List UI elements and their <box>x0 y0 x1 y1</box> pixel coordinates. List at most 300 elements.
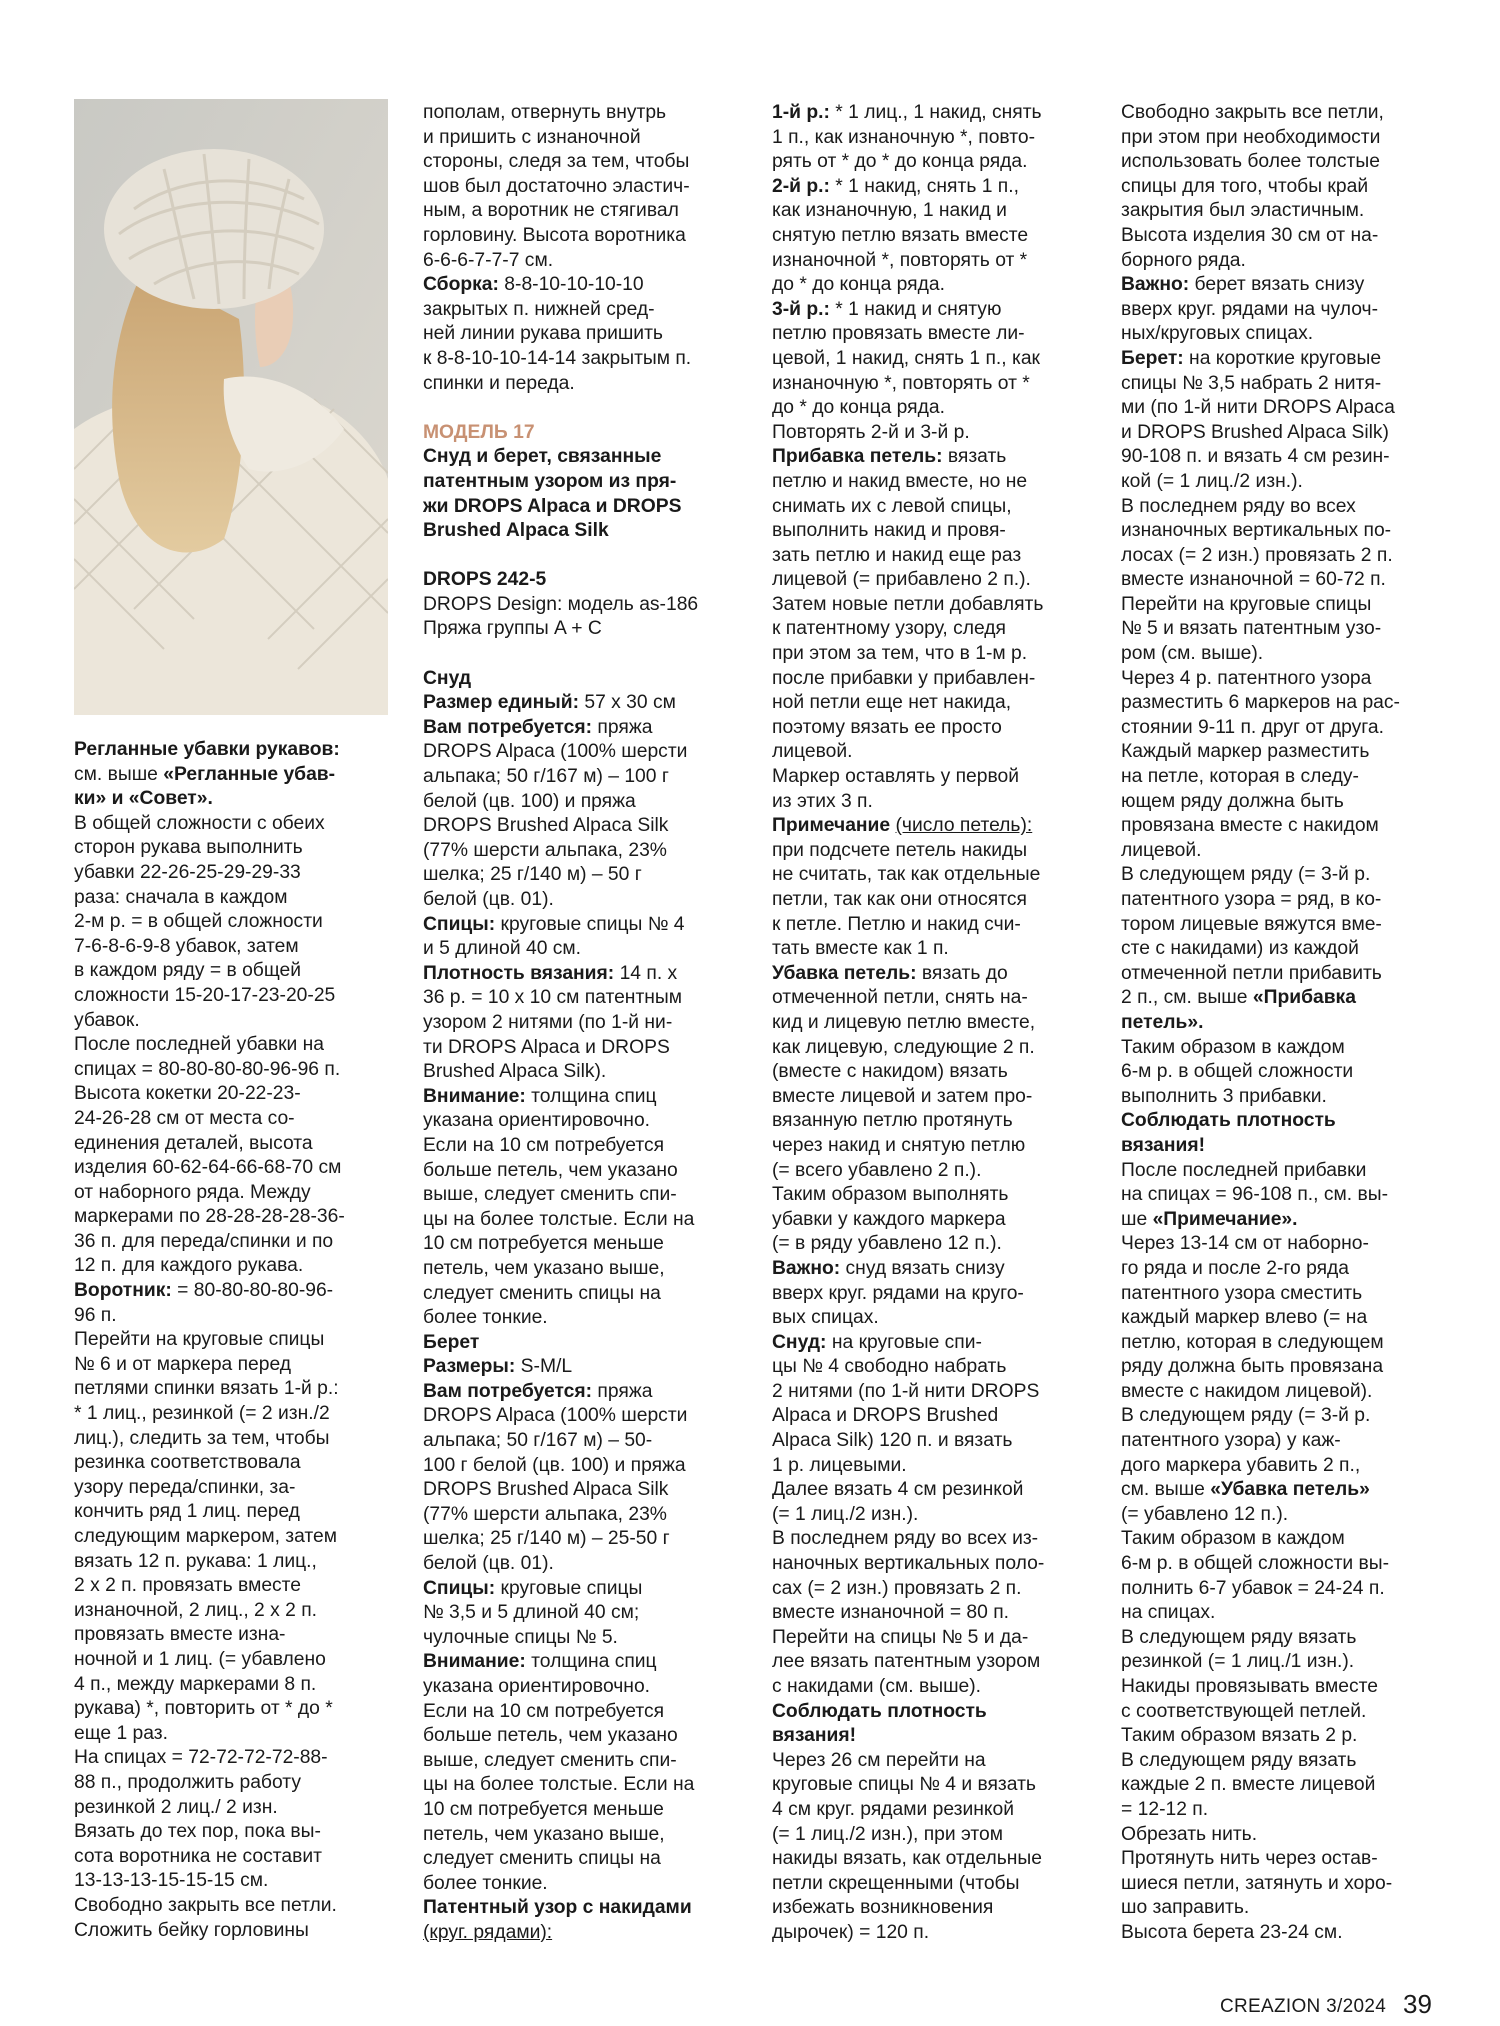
bold-text: Плотность вязания: <box>423 962 615 984</box>
text-run: После последней убавки на <box>74 1034 325 1056</box>
text-line <box>1121 691 1441 716</box>
text-line <box>423 1429 743 1454</box>
text-run: круговые спицы № 4 и вязать <box>772 1774 1036 1796</box>
text-run: Через 26 см перейти на <box>772 1749 986 1771</box>
text-run: петлю провязать вместе ли- <box>772 323 1025 345</box>
text-run: ти DROPS Alpaca и DROPS <box>423 1036 670 1058</box>
text-line <box>423 593 743 618</box>
bold-text: Патентный узор с накидами <box>423 1897 692 1919</box>
text-line <box>74 1230 404 1255</box>
text-line <box>74 1107 404 1132</box>
text-run: (= 1 лиц./2 изн.), при этом <box>772 1823 1004 1845</box>
text-line <box>1121 1282 1441 1307</box>
text-line <box>1121 1183 1441 1208</box>
text-line <box>74 1845 404 1870</box>
text-line <box>423 322 743 347</box>
bold-text: Важно: <box>772 1257 841 1279</box>
text-line <box>1121 1896 1441 1921</box>
text-line <box>423 617 743 642</box>
text-run: Перейти на круговые спицы <box>74 1329 325 1351</box>
text-line <box>423 224 743 249</box>
text-line <box>772 716 1092 741</box>
text-line <box>1121 1232 1441 1257</box>
text-line <box>1121 1700 1441 1725</box>
text-line <box>772 1773 1092 1798</box>
text-line <box>423 1306 743 1331</box>
text-run: 24-26-28 см от места со- <box>74 1107 295 1129</box>
text-line <box>1121 1798 1441 1823</box>
text-run: Таким образом в каждом <box>1121 1528 1345 1550</box>
text-line <box>423 937 743 962</box>
text-run: изнаночной *, повторять от * <box>772 249 1028 271</box>
text-line <box>1121 667 1441 692</box>
text-line <box>1121 1454 1441 1479</box>
text-run: к 8-8-10-10-14-14 закрытым п. <box>423 347 692 369</box>
text-line <box>1121 937 1441 962</box>
text-line <box>772 1896 1092 1921</box>
text-run: Через 4 р. патентного узора <box>1121 667 1372 689</box>
text-run: Каждый маркер разместить <box>1121 741 1370 763</box>
text-line <box>423 273 743 298</box>
text-line <box>423 1626 743 1651</box>
text-run: борного ряда. <box>1121 249 1246 271</box>
bold-text: патентным узором из пря- <box>423 470 677 492</box>
text-run: 8-8-10-10-10-10 <box>498 274 644 296</box>
text-run: при подсчете петель накиды <box>772 839 1028 861</box>
text-run: на спицах. <box>1121 1602 1216 1624</box>
text-run: каждые 2 п. вместе лицевой <box>1121 1774 1376 1796</box>
text-line <box>74 1500 404 1525</box>
text-line <box>423 1036 743 1061</box>
text-line <box>1121 1724 1441 1749</box>
text-line <box>772 372 1092 397</box>
text-line <box>772 1306 1092 1331</box>
text-line <box>423 1011 743 1036</box>
text-line <box>74 1746 404 1771</box>
text-line <box>772 1872 1092 1897</box>
text-line <box>74 1427 404 1452</box>
text-run: DROPS Alpaca (100% шерсти <box>423 741 688 763</box>
text-run: пополам, отвернуть внутрь <box>423 102 667 123</box>
text-line <box>1121 1380 1441 1405</box>
text-run: отмеченной петли прибавить <box>1121 962 1382 984</box>
text-run: ше <box>1121 1208 1153 1230</box>
text-run: стороны, следя за тем, чтобы <box>423 151 690 173</box>
text-run: Накиды провязывать вместе <box>1121 1676 1378 1697</box>
text-run: * 1 накид, снять 1 п., <box>829 175 1019 197</box>
text-line <box>423 1208 743 1233</box>
text-line <box>74 1058 404 1083</box>
text-run: из этих 3 п. <box>772 790 873 812</box>
text-line <box>772 298 1092 323</box>
text-line <box>423 716 743 741</box>
text-run: использовать более толстые <box>1121 151 1380 173</box>
text-run: спинки и переда. <box>423 372 575 394</box>
text-run: В следующем ряду (= 3-й р. <box>1121 864 1371 886</box>
text-run: Маркер оставлять у первой <box>772 766 1020 788</box>
text-column-4 <box>1121 101 1441 1946</box>
text-column-2 <box>423 101 743 1946</box>
text-line <box>772 1650 1092 1675</box>
text-line <box>1121 224 1441 249</box>
text-line <box>423 1872 743 1897</box>
text-line <box>772 1577 1092 1602</box>
text-line <box>74 1919 404 1944</box>
text-run: наночных вертикальных поло- <box>772 1553 1045 1575</box>
text-line <box>1121 986 1441 1011</box>
text-run: вязать до <box>916 962 1008 984</box>
text-run: см. выше <box>1121 1479 1211 1501</box>
text-run: В следующем ряду (= 3-й р. <box>1121 1405 1371 1427</box>
text-line <box>1121 1257 1441 1282</box>
text-run: * 1 лиц., резинкой (= 2 изн./2 <box>74 1403 330 1425</box>
text-run: шелка; 25 г/140 м) – 25-50 г <box>423 1528 670 1550</box>
text-run: выше, следует сменить спи- <box>423 1184 677 1206</box>
text-line <box>423 1675 743 1700</box>
text-line <box>772 839 1092 864</box>
text-line <box>1121 740 1441 765</box>
text-run: Alpaca Silk) 120 п. и вязать <box>772 1430 1013 1452</box>
text-run: шо заправить. <box>1121 1897 1250 1919</box>
bold-text: Воротник: <box>74 1280 172 1302</box>
text-line <box>74 1869 404 1894</box>
text-run: Вязать до тех пор, пока вы- <box>74 1821 321 1843</box>
text-run: № 3,5 и 5 длиной 40 см; <box>423 1602 640 1624</box>
text-line <box>74 1033 404 1058</box>
text-line <box>423 1380 743 1405</box>
text-run: после прибавки у прибавлен- <box>772 667 1036 689</box>
text-line <box>1121 593 1441 618</box>
text-run: После последней прибавки <box>1121 1159 1367 1181</box>
text-line <box>74 763 404 788</box>
text-line <box>423 470 743 495</box>
text-line <box>1121 495 1441 520</box>
text-line <box>74 1254 404 1279</box>
text-line <box>423 175 743 200</box>
text-run: кид и лицевую петлю вместе, <box>772 1011 1036 1033</box>
text-column-3 <box>772 101 1092 1946</box>
text-line <box>423 765 743 790</box>
text-line <box>772 863 1092 888</box>
text-run: 4 см круг. рядами резинкой <box>772 1798 1015 1820</box>
text-line <box>423 691 743 716</box>
text-run: петлю и накид вместе, но не <box>772 470 1028 492</box>
text-run: отмеченной петли, снять на- <box>772 987 1028 1009</box>
text-line <box>74 886 404 911</box>
text-line <box>423 740 743 765</box>
text-run: тором лицевые вяжутся вме- <box>1121 913 1382 935</box>
text-line <box>74 935 404 960</box>
text-line <box>1121 1577 1441 1602</box>
text-run: рять от * до * до конца ряда. <box>772 151 1028 173</box>
text-line <box>772 322 1092 347</box>
text-line <box>1121 617 1441 642</box>
bold-text: Соблюдать плотность <box>1121 1110 1336 1132</box>
text-run: (вместе с накидом) вязать <box>772 1061 1008 1083</box>
text-run: толщина спиц <box>525 1651 657 1673</box>
text-run: ми (по 1-й нити DROPS Alpaca <box>1121 397 1395 419</box>
text-line <box>1121 1872 1441 1897</box>
text-line <box>1121 421 1441 446</box>
text-line <box>74 1771 404 1796</box>
bold-text: жи DROPS Alpaca и DROPS <box>423 495 682 517</box>
text-line <box>772 1823 1092 1848</box>
text-line <box>1121 765 1441 790</box>
text-line <box>772 1060 1092 1085</box>
text-run: ром (см. выше). <box>1121 643 1264 665</box>
text-line <box>1121 888 1441 913</box>
text-line <box>74 1550 404 1575</box>
text-run: лицевой (= прибавлено 2 п.). <box>772 569 1031 591</box>
text-run: спицах = 80-80-80-80-96-96 п. <box>74 1058 341 1080</box>
text-line <box>1121 298 1441 323</box>
text-line <box>74 910 404 935</box>
text-run: в каждом ряду = в общей <box>74 960 301 982</box>
bold-text: ки» и «Совет». <box>74 788 213 810</box>
text-run: закрытых п. нижней сред- <box>423 298 655 320</box>
text-line <box>1121 519 1441 544</box>
text-run: 1 п., как изнаночную *, повто- <box>772 126 1036 148</box>
text-line <box>74 1009 404 1034</box>
text-run: альпака; 50 г/167 м) – 50- <box>423 1430 653 1452</box>
text-column-1 <box>74 738 404 1943</box>
text-line <box>772 495 1092 520</box>
text-run: (= в ряду убавлено 12 п.). <box>772 1233 1002 1255</box>
bold-text: «Регланные убав- <box>163 763 336 785</box>
text-line <box>423 986 743 1011</box>
text-run: вверх круг. рядами на чулоч- <box>1121 298 1378 320</box>
text-line <box>74 836 404 861</box>
bold-text: Сборка: <box>423 274 499 296</box>
text-run: патентного узора) у каж- <box>1121 1430 1341 1452</box>
text-run: изнаночной, 2 лиц., 2 х 2 п. <box>74 1599 318 1621</box>
text-run: DROPS Brushed Alpaca Silk <box>423 1479 669 1501</box>
text-line <box>772 347 1092 372</box>
text-line <box>423 101 743 126</box>
text-line <box>772 1429 1092 1454</box>
text-run: шиеся петли, затянуть и хоро- <box>1121 1872 1393 1894</box>
text-line <box>1121 372 1441 397</box>
text-run: (= убавлено 12 п.). <box>1121 1503 1289 1525</box>
text-line <box>423 199 743 224</box>
bold-text: Размеры: <box>423 1356 516 1378</box>
text-run: Далее вязать 4 см резинкой <box>772 1479 1024 1501</box>
text-run: убавки 22-26-25-29-29-33 <box>74 861 301 883</box>
text-line <box>1121 396 1441 421</box>
text-run: более тонкие. <box>423 1307 548 1329</box>
text-line <box>423 1355 743 1380</box>
text-run: дырочек) = 120 п. <box>772 1921 930 1943</box>
text-run: вместе лицевой и затем про- <box>772 1085 1033 1107</box>
bold-text: Снуд и берет, связанные <box>423 446 662 468</box>
text-line <box>1121 1552 1441 1577</box>
text-run: петлями спинки вязать 1-й р.: <box>74 1378 339 1400</box>
text-line <box>1121 790 1441 815</box>
text-line <box>74 984 404 1009</box>
text-line <box>772 1109 1092 1134</box>
text-line <box>1121 445 1441 470</box>
text-line <box>772 1134 1092 1159</box>
text-line <box>423 421 743 446</box>
text-line <box>772 421 1092 446</box>
bold-text: Вам потребуется: <box>423 716 593 738</box>
text-run: В следующем ряду вязать <box>1121 1626 1357 1648</box>
text-line <box>423 1134 743 1159</box>
text-line <box>772 1478 1092 1503</box>
text-line <box>74 1697 404 1722</box>
text-run: больше петель, чем указано <box>423 1725 678 1747</box>
text-run: выполнить 3 прибавки. <box>1121 1085 1327 1107</box>
text-line <box>423 298 743 323</box>
text-run: ряду должна быть провязана <box>1121 1356 1384 1378</box>
bold-text: Спицы: <box>423 1577 496 1599</box>
text-line <box>423 667 743 692</box>
text-run: с накидами (см. выше). <box>772 1676 982 1697</box>
text-run: 2 х 2 п. провязать вместе <box>74 1575 302 1597</box>
text-line <box>772 1847 1092 1872</box>
bold-text: «Прибавка <box>1252 987 1356 1009</box>
text-run: Перейти на круговые спицы <box>1121 593 1372 615</box>
text-line <box>423 544 743 569</box>
text-run: полнить 6-7 убавок = 24-24 п. <box>1121 1577 1385 1599</box>
text-run: Таким образом выполнять <box>772 1184 1009 1206</box>
text-line <box>1121 1527 1441 1552</box>
text-run: вых спицах. <box>772 1307 879 1329</box>
text-run: (круг. рядами): <box>423 1921 553 1943</box>
text-run: Обрезать нить. <box>1121 1823 1258 1845</box>
text-run: на круговые спи- <box>826 1331 982 1353</box>
text-line <box>74 1648 404 1673</box>
text-line <box>772 101 1092 126</box>
text-line <box>1121 1650 1441 1675</box>
text-line <box>1121 1823 1441 1848</box>
text-run: пряжа <box>592 716 653 738</box>
text-run: В последнем ряду во всех из- <box>772 1528 1039 1550</box>
text-run: 10 см потребуется меньше <box>423 1798 664 1820</box>
text-line <box>423 1577 743 1602</box>
text-run: изнаночных вертикальных по- <box>1121 520 1392 542</box>
text-run: Пряжа группы A + C <box>423 618 602 640</box>
text-line <box>772 888 1092 913</box>
text-run: больше петель, чем указано <box>423 1159 678 1181</box>
text-line <box>772 224 1092 249</box>
bold-text: Соблюдать плотность <box>772 1700 987 1722</box>
bold-text: Вам потребуется: <box>423 1380 593 1402</box>
text-line <box>423 150 743 175</box>
text-line <box>1121 1675 1441 1700</box>
text-run: сота воротника не составит <box>74 1845 322 1867</box>
text-run: ной петли еще нет накида, <box>772 692 1012 714</box>
text-run: 12 п. для каждого рукава. <box>74 1255 304 1277</box>
text-run: Высота кокетки 20-22-23- <box>74 1083 301 1105</box>
text-line <box>1121 322 1441 347</box>
text-line <box>423 1823 743 1848</box>
text-line <box>772 1257 1092 1282</box>
text-run: вместе изнаночной = 80 п. <box>772 1602 1010 1624</box>
text-line <box>74 1181 404 1206</box>
text-run: круговые спицы <box>495 1577 643 1599</box>
text-line <box>74 1623 404 1648</box>
text-run: на спицах = 96-108 п., см. вы- <box>1121 1184 1389 1206</box>
text-run: В следующем ряду вязать <box>1121 1749 1357 1771</box>
text-line <box>423 962 743 987</box>
text-line <box>423 1183 743 1208</box>
bold-text: 3-й р.: <box>772 298 830 320</box>
text-run: Затем новые петли добавлять <box>772 593 1044 615</box>
text-run: лицевой. <box>1121 839 1202 861</box>
text-line <box>1121 150 1441 175</box>
text-line <box>772 1700 1092 1725</box>
text-run: спицы для того, чтобы край <box>1121 175 1369 197</box>
text-line <box>423 1454 743 1479</box>
text-line <box>74 1722 404 1747</box>
text-run: № 5 и вязать патентным узо- <box>1121 618 1382 640</box>
text-run: зать петлю и накид еще раз <box>772 544 1022 566</box>
text-run: 13-13-13-15-15-15 см. <box>74 1870 269 1892</box>
text-line <box>74 1796 404 1821</box>
text-line <box>772 150 1092 175</box>
text-line <box>772 1675 1092 1700</box>
text-run: сах (= 2 изн.) провязать 2 п. <box>772 1577 1022 1599</box>
text-run: Сложить бейку горловины <box>74 1919 309 1941</box>
text-line <box>772 617 1092 642</box>
text-run: 6-м р. в общей сложности <box>1121 1061 1354 1083</box>
bold-text: Прибавка петель: <box>772 446 943 468</box>
text-line <box>423 1060 743 1085</box>
text-line <box>74 1353 404 1378</box>
text-run: до * до конца ряда. <box>772 274 945 296</box>
text-line <box>423 913 743 938</box>
text-run: 1 р. лицевыми. <box>772 1454 907 1476</box>
text-line <box>772 790 1092 815</box>
text-run: 6-6-6-7-7-7 см. <box>423 249 554 271</box>
text-run: белой (цв. 01). <box>423 889 554 910</box>
text-run: убавки у каждого маркера <box>772 1208 1006 1230</box>
text-run: Alpaca и DROPS Brushed <box>772 1405 999 1427</box>
text-run: альпака; 50 г/167 м) – 100 г <box>423 766 669 788</box>
text-run: раза: сначала в каждом <box>74 886 288 908</box>
bold-text: Снуд: <box>772 1331 827 1353</box>
text-run: 6-м р. в общей сложности вы- <box>1121 1553 1390 1575</box>
text-line <box>1121 1208 1441 1233</box>
text-line <box>1121 839 1441 864</box>
bold-text: «Примечание». <box>1152 1208 1298 1230</box>
text-run: лосах (= 2 изн.) провязать 2 п. <box>1121 544 1393 566</box>
text-line <box>1121 1159 1441 1184</box>
text-run: узором 2 нитями (по 1-й ни- <box>423 1011 673 1033</box>
text-line <box>423 568 743 593</box>
text-line <box>1121 1404 1441 1429</box>
text-line <box>423 445 743 470</box>
text-run: 36 п. для переда/спинки и по <box>74 1230 334 1252</box>
text-line <box>772 913 1092 938</box>
text-line <box>772 519 1092 544</box>
text-run: не считать, так как отдельные <box>772 864 1041 886</box>
text-run: сложности 15-20-17-23-20-25 <box>74 984 336 1006</box>
text-line <box>772 126 1092 151</box>
text-line <box>423 1159 743 1184</box>
text-line <box>423 1331 743 1356</box>
text-run: закрытия был эластичным. <box>1121 200 1365 222</box>
text-run: шов был достаточно эластич- <box>423 175 690 197</box>
text-line <box>1121 1921 1441 1946</box>
text-run: сте с накидами) из каждой <box>1121 938 1359 960</box>
text-run: вверх круг. рядами на круго- <box>772 1282 1024 1304</box>
text-run: Протянуть нить через остав- <box>1121 1848 1378 1870</box>
text-run: и 5 длиной 40 см. <box>423 938 582 960</box>
text-line <box>772 1380 1092 1405</box>
text-line <box>772 1183 1092 1208</box>
